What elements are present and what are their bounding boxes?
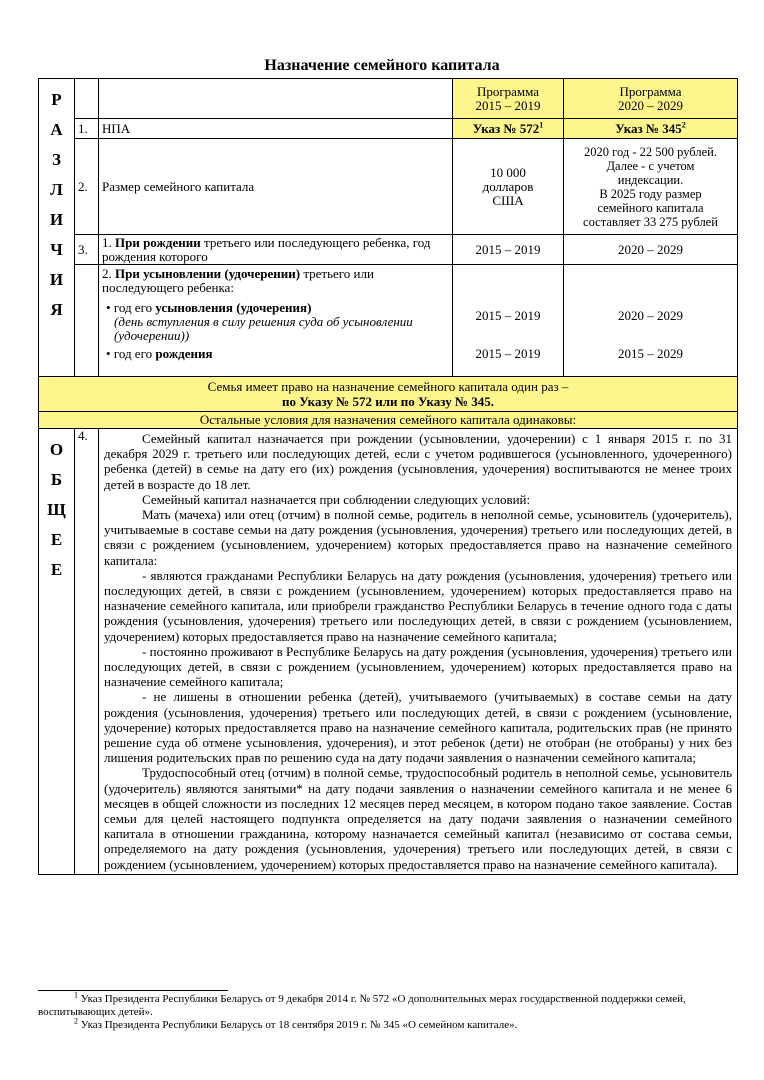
birth-years-572: 2015 – 2019: [453, 235, 564, 265]
capital-table: [38, 78, 738, 875]
decree-345-cell: Указ № $345^2$: [564, 119, 738, 139]
adoption-years-345: 2020 – 2029 2015 – 2029: [564, 265, 738, 377]
side-heading-common: О Б Щ Е Е: [39, 429, 75, 875]
row-number: 2.: [75, 139, 99, 235]
row-label: Размер семейного капитала: [99, 139, 453, 235]
side-heading-differences: Р А З Л И Ч И Я: [39, 79, 75, 377]
notice-banner: Семья имеет право на назначение семейного капитала один раз – по Указу № 572 или по Указу № 345.: [39, 377, 738, 412]
row-label: НПА: [99, 119, 453, 139]
program-2-header: Программа 2020 – 2029: [564, 79, 738, 119]
program-1-header: Программа 2015 – 2019: [453, 79, 564, 119]
footnote-1: $^1$ Указ Президента Республики Беларусь от 9 декабря 2014 г. № 572 «О дополнительных мерах государственной поддержки семей, воспитывающих детей».: [38, 990, 686, 1018]
birth-condition: 1. При рождении третьего или последующего ребенка, год рождения которого: [99, 235, 453, 265]
common-conditions-text: Семейный капитал назначается при рождении (усыновлении, удочерении) с 1 января 2015 г. по 31 декабря 2029 г. третьего или последующих детей, если с учетом родившегося (усыновленного, удочеренного) ребенка (детей) в семье на дату его (их) рождения (усыновления, удочерения) воспитываются не менее троих детей в возрасте до 18 лет. Семейный капитал назначается при соблюдении следующих условий: Мать (мачеха) или отец (отчим) в полной семье, родитель в неполной семье, усыновитель (удочеритель), учитываемые в составе семьи на дату рождения (усыновления, удочерения) третьего или последующих детей, в связи с рождением (усыновлением, удочерением) которых предоставляется право на назначение семейного капитала: - являются гражданами Республики Беларусь на дату рождения (усыновления, удочерения) третьего или последующих детей, в связи с рождением (усыновлением, удочерением) которых предоставляется право на назначение семейного капитала, или приобрели гражданство Республики Беларусь в течение одного года с даты рождения (усыновления, удочерения) третьего или последующих детей, в связи с рождением (усыновлением, удочерением) которых предоставляется право на назначение семейного капитала; - постоянно проживают в Республике Беларусь на дату рождения (усыновления, удочерения) третьего или последующих детей, в связи с рождением (усыновлением, удочерением) которых предоставляется право на назначение семейного капитала; - не лишены в отношении ребенка (детей), учитываемого (учитываемых) в составе семьи на дату рождения (усыновления, удочерения) третьего или последующих детей, в связи с рождением (усыновление, удочерение) которых предоставляется право на назначение семейного капитала, родительских прав (не принято решение суда об отмене усыновления, удочерения), и этот ребенок (дети) не отобран (не отобраны) у них без лишения родительских прав по решению суда на дату подачи заявления о назначении семейного капитала; Трудоспособный отец (отчим) в полной семье, трудоспособный родитель в неполной семье, усыновитель (удочеритель) являются занятыми* на дату подачи заявления о назначении семейного капитала и не менее 6 месяцев в общей сложности из последних 12 месяцев перед месяцем, в котором подано такое заявление. Состав семьи для целей настоящего подпункта определяется на дату подачи заявления о назначении семейного капитала в отношении гражданина, которому назначается семейный капитал (независимо от состава семьи, определяемого на дату рождения (усыновления, удочерения) третьего или последующих детей, в связи с рождением (усыновлением, удочерением) которых предоставляется право на назначение семейного капитала).: [99, 429, 738, 875]
common-conditions-banner: Остальные условия для назначения семейного капитала одинаковы:: [39, 412, 738, 429]
adoption-years-572: 2015 – 2019 2015 – 2019: [453, 265, 564, 377]
adoption-condition: 2. При усыновлении (удочерении) третьего или последующего ребенка: • год его усыновления (удочерения) (день вступления в силу решения суда об усыновлении (удочерении)) • год его рождения: [99, 265, 453, 377]
row-number: 4.: [75, 429, 99, 875]
capital-size-345: 2020 год - 22 500 рублей. Далее - с учетом индексации. В 2025 году размер семейного капитала составляет 33 275 рублей: [564, 139, 738, 235]
footnote-separator: [38, 990, 228, 991]
row-number: 3.: [75, 235, 99, 265]
row-number: 1.: [75, 119, 99, 139]
footnote-2: $^2$ Указ Президента Республики Беларусь от 18 сентября 2019 г. № 345 «О семейном капитале».: [74, 1016, 518, 1031]
decree-572-cell: Указ № $572^1$: [453, 119, 564, 139]
birth-years-345: 2020 – 2029: [564, 235, 738, 265]
page-title: Назначение семейного капитала: [264, 57, 500, 74]
capital-size-572: 10 000 долларов США: [453, 139, 564, 235]
